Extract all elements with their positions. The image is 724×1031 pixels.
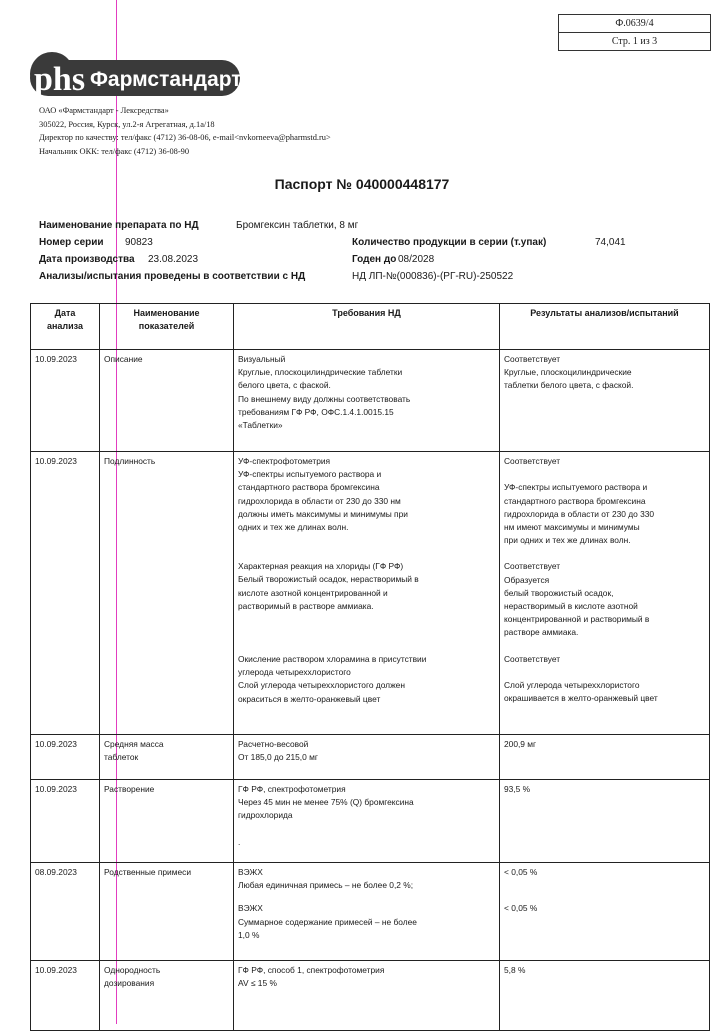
result-text: 5,8 % [504,965,526,975]
drug-label: Наименование препарата по НД [39,220,199,231]
requirement-text: ВЭЖХ Любая единичная примесь – не более 0,2 %; [238,867,414,891]
qty-label: Количество продукции в серии (т.упак) [352,237,547,248]
header-indicator: Наименование показателей [100,304,234,350]
analysis-value: НД ЛП-№(000836)-(РГ-RU)-250522 [352,271,514,282]
row-indicator: Подлинность [100,452,234,735]
table-row [31,961,710,1031]
result-text: Соответствует Круглые, плоскоцилиндрические таблетки белого цвета, с фаской. [504,354,634,391]
analysis-label: Анализы/испытания проведены в соответствии с НД [39,271,306,282]
expiry-value: 08/2028 [398,254,435,265]
result-text: Соответствует Образуется белый творожистый осадок, нерастворимый в кислоте азотной концентрированной и растворимый в растворе аммиака. [504,561,650,638]
table-row [31,350,710,452]
logo-mark: phs [34,61,86,98]
page-title: Паспорт № 040000448177 [274,176,450,192]
result-text: < 0,05 % [504,903,538,914]
result-text: Соответствует Слой углерода четыреххлористого окрашивается в желто-оранжевый цвет [504,653,658,704]
result-text: 93,5 % [504,784,531,794]
table-row [31,735,710,780]
company-address-block [39,104,331,158]
row-indicator: Родственные примеси [100,863,234,961]
pharmstandard-logo-icon [28,50,248,102]
drug-value: Бромгексин таблетки, 8 мг [236,220,359,231]
row-indicator: Однородность дозирования [100,961,234,1031]
row-indicator: Растворение [100,780,234,863]
requirement-text: ГФ РФ, способ 1, спектрофотометрия AV ≤ 15 % [238,965,385,989]
header-requirements: Требования НД [234,304,500,350]
company-name: ОАО «Фармстандарт - Лексредства» [39,106,169,115]
row-date: 10.09.2023 [31,350,100,452]
requirement-text: Расчетно-весовой От 185,0 до 215,0 мг [238,739,318,763]
header-date: Дата анализа [31,304,100,350]
qty-value: 74,041 [595,237,626,248]
director-contact: Директор по качеству: тел/факс (4712) 36-08-06, e-mail<nvkorneeva@pharmstd.ru> [39,133,331,142]
result-text: 200,9 мг [504,739,537,749]
result-text: Соответствует УФ-спектры испытуемого раствора и стандартного раствора бромгексина гидрохлорида в области от 230 до 330 нм имеют максимумы и минимумы при одних и тех же длинах волн. [504,456,655,546]
form-code-box [558,14,711,51]
row-date: 10.09.2023 [31,780,100,863]
company-address: 305022, Россия, Курск, ул.2-я Агрегатная, д.1а/18 [39,119,215,129]
row-indicator: Средняя масса таблеток [100,735,234,780]
table-row [31,452,710,735]
row-date: 10.09.2023 [31,735,100,780]
table-header-row [31,304,710,350]
table-row [31,863,710,961]
prod-date-label: Дата производства [39,254,135,265]
row-indicator: Описание [100,350,234,452]
row-date: 08.09.2023 [31,863,100,961]
series-label: Номер серии [39,237,104,248]
form-code: Ф.0639/4 [615,18,654,29]
requirement-text: ГФ РФ, спектрофотометрия Через 45 мин не менее 75% (Q) бромгексина гидрохлорида . [238,784,414,847]
logo-name: Фармстандарт [90,68,242,91]
row-date: 10.09.2023 [31,452,100,735]
table-row [31,780,710,863]
page-number: Стр. 1 из 3 [559,32,710,50]
okk-contact: Начальник ОКК: тел/факс (4712) 36-08-90 [39,146,190,156]
analysis-table [30,303,710,1031]
row-date: 10.09.2023 [31,961,100,1031]
requirement-text: Визуальный Круглые, плоскоцилиндрические таблетки белого цвета, с фаской. По внешнему виду должны соответствовать требованиям ГФ РФ, ОФС.1.4.1.0015.15 «Таблетки» [238,354,411,431]
result-text: < 0,05 % [504,867,538,877]
prod-date-value: 23.08.2023 [148,254,199,265]
requirement-text: ВЭЖХ Суммарное содержание примесей – не более 1,0 % [238,903,417,940]
header-results: Результаты анализов/испытаний [500,304,710,350]
company-logo [28,50,248,107]
requirement-text: Характерная реакция на хлориды (ГФ РФ) Белый творожистый осадок, нерастворимый в кислоте азотной концентрированной и растворимый в растворе аммиака. [238,561,419,611]
requirement-text: УФ-спектрофотометрия УФ-спектры испытуемого раствора и стандартного раствора бромгексина гидрохлорида в области от 230 до 330 нм должны иметь максимумы и минимумы при одних и тех же длинах волн. [238,456,408,533]
expiry-label: Годен до [352,254,397,265]
requirement-text: Окисление раствором хлорамина в присутствии углерода четыреххлористого Слой углерода четыреххлористого должен окраситься в желто-оранжевый цвет [238,654,427,704]
series-value: 90823 [125,237,153,248]
